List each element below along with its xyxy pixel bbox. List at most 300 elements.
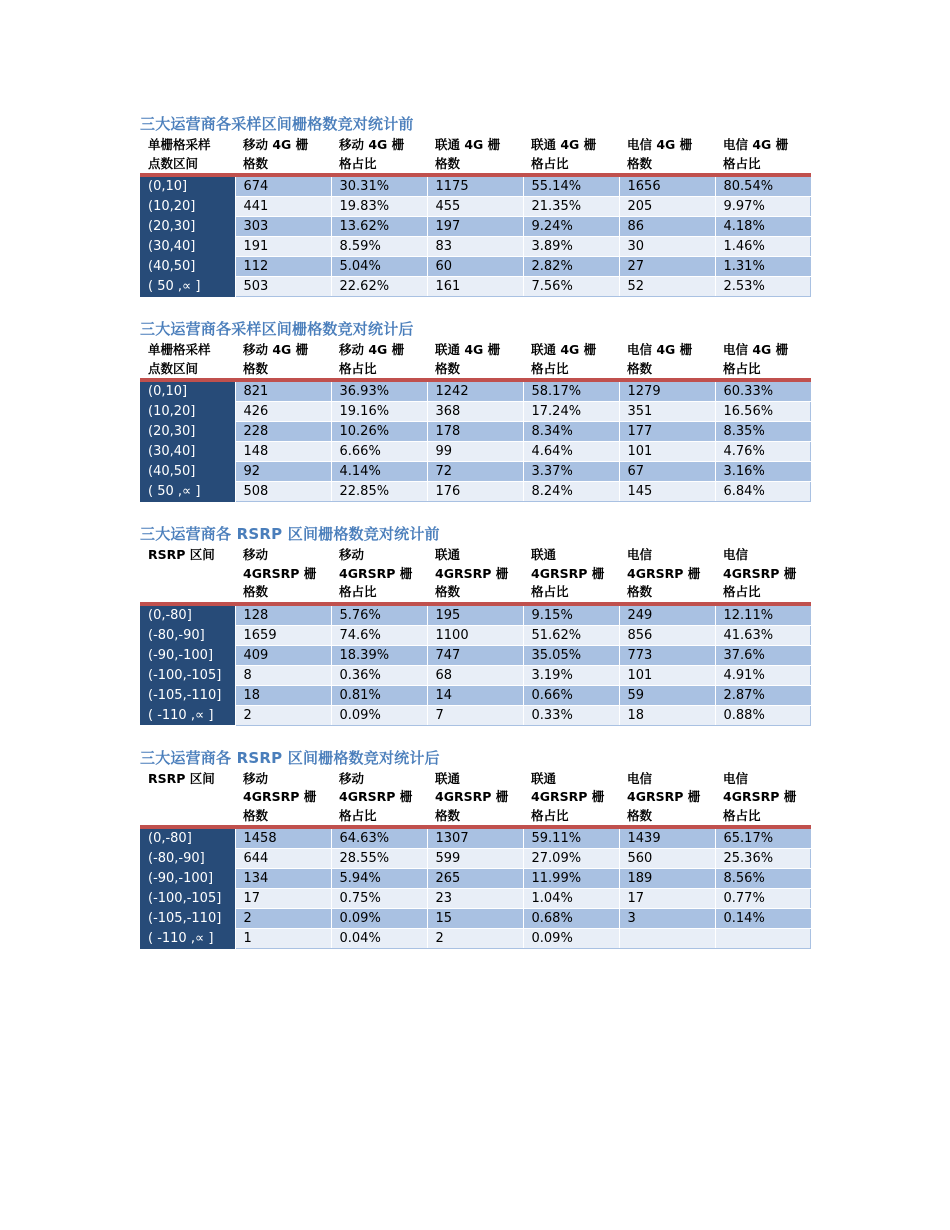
column-header-line: 电信 [723,770,749,786]
table-cell: 8.59% [331,237,427,257]
column-header-line: 电信 [723,547,749,562]
table-cell: 1100 [427,625,523,645]
table-cell: 747 [427,645,523,665]
table-section-2 [140,317,812,502]
header-row [140,546,810,604]
table-cell: 15 [427,909,523,929]
table-cell: 23 [427,889,523,909]
table-cell: 351 [619,402,715,422]
table-cell: 5.04% [331,257,427,277]
column-header-line: 4GRSRP 栅 [435,789,509,804]
row-label: (0,-80] [140,604,235,626]
table-cell: 17.24% [523,402,619,422]
table-cell: 68 [427,665,523,685]
row-label: (-90,-100] [140,869,235,889]
table-cell: 148 [235,442,331,462]
table-cell: 19.83% [331,197,427,217]
table-cell: 644 [235,849,331,869]
table-cell: 1175 [427,175,523,197]
table-cell: 0.09% [523,929,619,949]
column-header-line: 移动 4G 栅 [243,342,309,357]
table-cell: 92 [235,462,331,482]
table-cell: 2 [235,705,331,725]
table-cell: 74.6% [331,625,427,645]
table-cell: 1242 [427,380,523,402]
table-cell: 5.76% [331,604,427,626]
table-cell: 9.97% [715,197,810,217]
row-label: ( 50 ,∝ ] [140,277,235,297]
column-header-line: 格占比 [339,155,377,171]
column-header-line: 联通 [531,770,557,786]
column-header-line: 格数 [435,360,461,376]
table-cell: 856 [619,625,715,645]
column-header [140,770,235,828]
row-label: (20,30] [140,422,235,442]
table-cell: 35.05% [523,645,619,665]
table-cell: 112 [235,257,331,277]
table-cell: 99 [427,442,523,462]
table-cell: 368 [427,402,523,422]
column-header [619,770,715,828]
column-header-line: 电信 [627,770,653,786]
table-cell: 0.88% [715,705,810,725]
table-cell: 8.35% [715,422,810,442]
row-label: (40,50] [140,257,235,277]
column-header [331,546,427,604]
column-header-line: 格数 [243,360,269,376]
table-cell: 205 [619,197,715,217]
table-cell: 1439 [619,827,715,849]
table-cell: 80.54% [715,175,810,197]
table-cell: 12.11% [715,604,810,626]
table-cell: 4.91% [715,665,810,685]
table-cell: 9.24% [523,217,619,237]
table-cell: 8.56% [715,869,810,889]
row-label: (40,50] [140,462,235,482]
column-header-line: 联通 4G 栅 [531,137,597,152]
table-cell: 0.04% [331,929,427,949]
column-header [140,341,235,380]
column-header [331,341,427,380]
table-row [140,929,810,949]
table-cell: 0.77% [715,889,810,909]
table-cell: 1.31% [715,257,810,277]
table-cell: 52 [619,277,715,297]
column-header [715,341,810,380]
column-header-line: 格占比 [723,155,761,171]
column-header [427,136,523,175]
table-cell: 22.62% [331,277,427,297]
table-cell: 41.63% [715,625,810,645]
column-header-line: 格占比 [339,584,377,599]
row-label: (30,40] [140,442,235,462]
column-header-line: 4GRSRP 栅 [531,565,605,581]
table-cell: 59.11% [523,827,619,849]
table-cell: 6.66% [331,442,427,462]
table-cell: 409 [235,645,331,665]
table-cell: 161 [427,277,523,297]
table-cell: 195 [427,604,523,626]
table-cell: 303 [235,217,331,237]
row-label: (0,-80] [140,827,235,849]
table-cell: 265 [427,869,523,889]
table-row [140,909,810,929]
row-label: (-80,-90] [140,625,235,645]
column-header-line: 格数 [435,155,461,171]
column-header-line: 4GRSRP 栅 [339,789,413,804]
table-cell: 72 [427,462,523,482]
column-header-line: 4GRSRP 栅 [243,565,317,581]
header-row [140,341,810,380]
table-row [140,685,810,705]
column-header [715,546,810,604]
stats-table [140,546,811,726]
table-cell: 0.09% [331,909,427,929]
column-header [427,546,523,604]
table-row [140,277,810,297]
column-header-line: 点数区间 [148,360,199,376]
table-cell: 1.04% [523,889,619,909]
table-cell: 27 [619,257,715,277]
table-cell: 508 [235,482,331,502]
table-cell: 1279 [619,380,715,402]
table-cell: 177 [619,422,715,442]
table-cell: 17 [619,889,715,909]
table-cell: 36.93% [331,380,427,402]
table-cell: 773 [619,645,715,665]
table-cell: 191 [235,237,331,257]
table-row [140,442,810,462]
column-header [523,341,619,380]
table-cell: 441 [235,197,331,217]
table-cell: 101 [619,665,715,685]
table-row [140,705,810,725]
table-row [140,665,810,685]
stats-table [140,770,811,950]
table-cell: 37.6% [715,645,810,665]
column-header-line: 格数 [435,807,461,823]
row-label: (-100,-105] [140,889,235,909]
column-header [523,546,619,604]
table-cell: 101 [619,442,715,462]
table-cell: 178 [427,422,523,442]
table-row [140,827,810,849]
column-header-line: 移动 [243,770,269,786]
column-header-line: 单栅格采样 [148,137,211,152]
column-header [331,136,427,175]
table-cell: 134 [235,869,331,889]
table-cell: 18 [619,705,715,725]
table-cell: 560 [619,849,715,869]
table-cell: 0.36% [331,665,427,685]
table-cell: 249 [619,604,715,626]
table-cell: 128 [235,604,331,626]
table-row [140,197,810,217]
table-cell: 10.26% [331,422,427,442]
table-cell: 21.35% [523,197,619,217]
table-cell: 228 [235,422,331,442]
table-cell: 1307 [427,827,523,849]
table-cell: 3.16% [715,462,810,482]
row-label: (0,10] [140,380,235,402]
table-cell: 67 [619,462,715,482]
table-cell: 30 [619,237,715,257]
column-header-line: 格数 [243,155,269,171]
table-cell: 25.36% [715,849,810,869]
column-header-line: 格数 [435,584,461,599]
column-header-line: 格占比 [723,360,761,376]
table-cell: 674 [235,175,331,197]
table-row [140,217,810,237]
table-cell: 65.17% [715,827,810,849]
column-header [523,136,619,175]
table-cell: 4.64% [523,442,619,462]
table-cell: 18.39% [331,645,427,665]
table-cell: 13.62% [331,217,427,237]
column-header-line: 联通 [435,547,461,562]
table-row [140,462,810,482]
row-label: (-100,-105] [140,665,235,685]
table-cell: 0.09% [331,705,427,725]
table-cell: 83 [427,237,523,257]
table-row [140,482,810,502]
table-row [140,869,810,889]
column-header-line: 移动 4G 栅 [243,137,309,152]
table-title: 三大运营商各 RSRP 区间栅格数竞对统计前 [140,525,440,543]
table-cell: 176 [427,482,523,502]
table-cell: 19.16% [331,402,427,422]
table-cell: 8 [235,665,331,685]
table-cell: 3 [619,909,715,929]
column-header-line: 格占比 [723,584,761,599]
table-cell [619,929,715,949]
table-cell: 0.75% [331,889,427,909]
column-header-line: 联通 4G 栅 [531,342,597,357]
column-header-line: 格数 [627,155,653,171]
column-header-line: 格占比 [531,807,569,823]
column-header-line: 电信 [627,547,653,562]
table-cell: 4.18% [715,217,810,237]
table-cell: 60.33% [715,380,810,402]
table-cell: 2.82% [523,257,619,277]
table-cell: 197 [427,217,523,237]
table-cell: 3.37% [523,462,619,482]
column-header-line: 4GRSRP 栅 [627,565,701,581]
table-cell: 14 [427,685,523,705]
table-cell: 8.34% [523,422,619,442]
column-header-line: 联通 [531,547,557,562]
table-row [140,402,810,422]
column-header-line: 格数 [243,584,269,599]
table-cell: 1 [235,929,331,949]
table-cell: 455 [427,197,523,217]
table-cell: 58.17% [523,380,619,402]
table-cell: 2 [235,909,331,929]
column-header-line: 4GRSRP 栅 [723,565,797,581]
column-header [140,546,235,604]
table-cell: 0.68% [523,909,619,929]
table-cell [715,929,810,949]
table-cell: 18 [235,685,331,705]
table-cell: 0.33% [523,705,619,725]
table-cell: 0.81% [331,685,427,705]
column-header-line: 移动 [243,547,269,562]
table-cell: 7.56% [523,277,619,297]
row-label: (30,40] [140,237,235,257]
row-label: (0,10] [140,175,235,197]
column-header [235,136,331,175]
table-row [140,645,810,665]
stats-table [140,136,811,297]
table-row [140,237,810,257]
table-section-3 [140,522,812,726]
column-header [619,341,715,380]
table-cell: 821 [235,380,331,402]
column-header-line: 4GRSRP 栅 [243,789,317,804]
column-header-line: 格数 [243,807,269,823]
stats-table [140,341,811,502]
table-title: 三大运营商各采样区间栅格数竞对统计后 [140,320,414,338]
table-cell: 22.85% [331,482,427,502]
table-cell: 55.14% [523,175,619,197]
column-header [619,136,715,175]
column-header-line: 单栅格采样 [148,342,211,357]
document-page [140,112,812,969]
column-header-line: 移动 4G 栅 [339,137,405,152]
table-row [140,422,810,442]
column-header-line: RSRP 区间 [148,547,215,562]
table-cell: 1656 [619,175,715,197]
table-cell: 11.99% [523,869,619,889]
column-header-line: 格数 [627,807,653,823]
table-cell: 599 [427,849,523,869]
row-label: (10,20] [140,197,235,217]
table-title: 三大运营商各 RSRP 区间栅格数竞对统计后 [140,748,440,767]
table-row [140,625,810,645]
table-row [140,257,810,277]
column-header-line: 4GRSRP 栅 [723,789,797,804]
table-cell: 5.94% [331,869,427,889]
table-cell: 3.19% [523,665,619,685]
column-header-line: 4GRSRP 栅 [435,565,509,581]
column-header-line: 电信 4G 栅 [627,342,693,357]
table-cell: 0.66% [523,685,619,705]
column-header [523,770,619,828]
column-header [331,770,427,828]
row-label: ( -110 ,∝ ] [140,705,235,725]
table-cell: 2.53% [715,277,810,297]
column-header-line: 格占比 [339,360,377,376]
column-header-line: 联通 4G 栅 [435,342,501,357]
column-header-line: 格占比 [531,155,569,171]
column-header-line: 格占比 [531,360,569,376]
column-header-line: 移动 [339,547,365,562]
column-header [235,341,331,380]
table-row [140,175,810,197]
column-header [235,770,331,828]
table-cell: 60 [427,257,523,277]
column-header-line: 4GRSRP 栅 [531,789,605,804]
column-header-line: 电信 4G 栅 [723,137,789,152]
row-label: (-80,-90] [140,849,235,869]
column-header [235,546,331,604]
column-header-line: 联通 [435,770,461,786]
table-row [140,849,810,869]
column-header-line: 移动 4G 栅 [339,342,405,357]
row-label: (20,30] [140,217,235,237]
table-section-4 [140,746,812,950]
table-cell: 4.14% [331,462,427,482]
column-header-line: 移动 [339,770,365,786]
table-cell: 9.15% [523,604,619,626]
row-label: (-90,-100] [140,645,235,665]
column-header [619,546,715,604]
column-header-line: 电信 4G 栅 [627,137,693,152]
table-section-1 [140,112,812,297]
table-cell: 8.24% [523,482,619,502]
table-cell: 17 [235,889,331,909]
row-label: (10,20] [140,402,235,422]
table-cell: 426 [235,402,331,422]
column-header-line: 4GRSRP 栅 [339,565,413,581]
table-row [140,380,810,402]
column-header [715,136,810,175]
table-cell: 28.55% [331,849,427,869]
column-header [427,770,523,828]
column-header-line: 格数 [627,584,653,599]
table-cell: 7 [427,705,523,725]
column-header-line: 联通 4G 栅 [435,137,501,152]
row-label: (-105,-110] [140,685,235,705]
table-row [140,604,810,626]
table-row [140,889,810,909]
table-cell: 59 [619,685,715,705]
column-header [427,341,523,380]
table-cell: 86 [619,217,715,237]
table-cell: 6.84% [715,482,810,502]
table-cell: 1458 [235,827,331,849]
row-label: ( 50 ,∝ ] [140,482,235,502]
column-header-line: 格数 [627,360,653,376]
table-cell: 2 [427,929,523,949]
table-cell: 1659 [235,625,331,645]
column-header-line: 点数区间 [148,155,199,171]
column-header [140,136,235,175]
table-cell: 4.76% [715,442,810,462]
table-cell: 189 [619,869,715,889]
table-cell: 64.63% [331,827,427,849]
table-cell: 3.89% [523,237,619,257]
column-header-line: 格占比 [531,584,569,599]
column-header-line: 电信 4G 栅 [723,342,789,357]
table-cell: 145 [619,482,715,502]
table-title: 三大运营商各采样区间栅格数竞对统计前 [140,115,414,133]
table-cell: 30.31% [331,175,427,197]
table-cell: 27.09% [523,849,619,869]
table-cell: 2.87% [715,685,810,705]
column-header-line: 格占比 [723,807,761,823]
table-cell: 51.62% [523,625,619,645]
column-header-line: 4GRSRP 栅 [627,789,701,804]
row-label: (-105,-110] [140,909,235,929]
table-cell: 0.14% [715,909,810,929]
header-row [140,770,810,828]
table-cell: 16.56% [715,402,810,422]
column-header [715,770,810,828]
header-row [140,136,810,175]
row-label: ( -110 ,∝ ] [140,929,235,949]
column-header-line: RSRP 区间 [148,770,215,786]
